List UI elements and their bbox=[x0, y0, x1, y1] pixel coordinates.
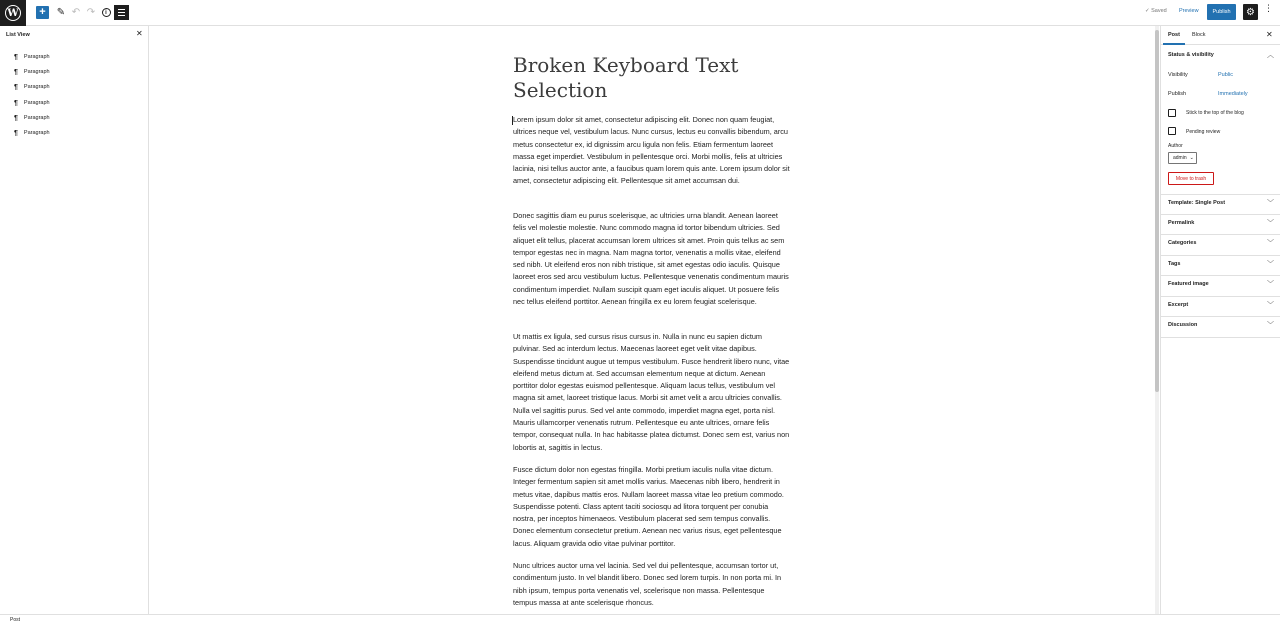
list-item[interactable] bbox=[14, 127, 50, 139]
list-item-label: Paragraph bbox=[23, 100, 50, 106]
list-view-icon-line bbox=[118, 12, 125, 13]
panel-excerpt[interactable]: Excerpt bbox=[1168, 302, 1189, 308]
visibility-label: Visibility bbox=[1168, 72, 1188, 78]
chevron-down-icon[interactable]: ﹀ bbox=[1267, 240, 1274, 247]
panel-featured-image[interactable]: Featured image bbox=[1168, 281, 1209, 287]
wordpress-icon: W bbox=[5, 5, 21, 21]
author-label: Author bbox=[1168, 143, 1183, 149]
tab-block[interactable]: Block bbox=[1192, 32, 1206, 38]
paragraph-block[interactable]: Ut mattis ex ligula, sed cursus risus cursus in. Nulla in nunc eu sapien dictum pulvinar. Sed ac interdum lectus. Maecenas laoreet eget velit vitae dapibus. Suspendisse tincidunt augue ut tempus vestibulum. Fusce hendrerit libero nunc, vitae eleifend metus dictum at. Sed accumsan elementum neque at dictum. Aenean porttitor dolor egestas euismod pellentesque. Aliquam lacus tellus, vestibulum vel magna sit amet, laoreet tristique lacus. Morbi sit amet velit a arcu ultricies convallis. Nulla vel sagittis purus. Sed vel ante commodo, imperdiet magna eget, porta nisl. Mauris ullamcorper venenatis rutrum. Pellentesque eu ante ultrices, ornare felis tempor, consequat nulla. In hac habitasse platea dictumst. Donec sem est, varius non lobortis at, sagittis in lectus. bbox=[513, 332, 790, 452]
author-value: admin bbox=[1173, 155, 1187, 161]
visibility-link[interactable]: Public bbox=[1218, 72, 1233, 78]
paragraph-icon: ¶ bbox=[14, 114, 18, 122]
publish-label: Publish bbox=[1168, 91, 1187, 97]
saved-status: ✓ Saved bbox=[1145, 8, 1167, 14]
chevron-down-icon[interactable]: ﹀ bbox=[1267, 200, 1274, 207]
footer-bar bbox=[0, 614, 1280, 624]
chevron-up-icon[interactable]: ︿ bbox=[1267, 52, 1274, 59]
list-item-label: Paragraph bbox=[23, 84, 50, 90]
sidebar-tabs bbox=[1161, 26, 1280, 45]
paragraph-icon: ¶ bbox=[14, 83, 18, 91]
chevron-down-icon[interactable]: ﹀ bbox=[1267, 302, 1274, 309]
close-icon[interactable]: ✕ bbox=[136, 29, 143, 38]
redo-icon[interactable]: ↷ bbox=[86, 7, 96, 18]
wordpress-logo-button[interactable] bbox=[0, 0, 26, 26]
panel-discussion[interactable]: Discussion bbox=[1168, 322, 1198, 328]
paragraph-block[interactable]: Lorem ipsum dolor sit amet, consectetur adipiscing elit. Donec non quam feugiat, ultrices neque vel, vestibulum lacus. Nunc cursus, lectus eu convallis bibendum, arcu metus consectetur ex, id dignissim arcu ligula non felis. Etiam fermentum laoreet massa eget imperdiet. Vestibulum in pellentesque orci. Morbi mollis, felis at ultricies lacinia, nisi tellus auctor ante, a faucibus quam lorem quis ante. Lorem ipsum dolor sit amet, consectetur adipiscing elit. Pellentesque sit amet accumsan dui. bbox=[513, 115, 790, 186]
post-title[interactable]: Broken Keyboard Text Selection bbox=[513, 53, 739, 102]
divider bbox=[1161, 316, 1280, 317]
publish-date-link[interactable]: Immediately bbox=[1218, 91, 1248, 97]
list-view-button[interactable] bbox=[114, 5, 129, 20]
chevron-down-icon: ⌄ bbox=[1189, 155, 1194, 161]
panel-tags[interactable]: Tags bbox=[1168, 261, 1181, 267]
list-item-label: Paragraph bbox=[23, 54, 50, 60]
paragraph-icon: ¶ bbox=[14, 53, 18, 61]
tools-pencil-icon[interactable]: ✎ bbox=[56, 7, 66, 18]
divider bbox=[1161, 337, 1280, 338]
list-view-panel bbox=[0, 26, 149, 614]
panel-categories[interactable]: Categories bbox=[1168, 240, 1197, 246]
panel-permalink[interactable]: Permalink bbox=[1168, 220, 1195, 226]
list-item[interactable] bbox=[14, 97, 50, 109]
list-item[interactable] bbox=[14, 66, 50, 78]
settings-gear-icon[interactable]: ⚙ bbox=[1243, 4, 1258, 20]
close-icon[interactable]: ✕ bbox=[1266, 30, 1273, 39]
tab-post[interactable]: Post bbox=[1168, 32, 1180, 38]
divider bbox=[1161, 214, 1280, 215]
divider bbox=[1161, 234, 1280, 235]
divider bbox=[1161, 255, 1280, 256]
divider bbox=[1161, 296, 1280, 297]
editor-toolbar bbox=[0, 0, 1280, 26]
list-view-title: List View bbox=[6, 32, 30, 38]
move-to-trash-button[interactable]: Move to trash bbox=[1168, 172, 1214, 185]
details-button[interactable] bbox=[101, 5, 111, 20]
add-block-button[interactable]: + bbox=[36, 6, 49, 19]
status-visibility-toggle[interactable]: Status & visibility bbox=[1168, 52, 1214, 58]
editor-canvas bbox=[149, 26, 1156, 614]
paragraph-icon: ¶ bbox=[14, 129, 18, 137]
paragraph-block[interactable]: Nunc ultrices auctor urna vel lacinia. Sed vel dui pellentesque, accumsan tortor ut, condimentum justo. In vel blandit libero. Donec sed lorem turpis. In non porta mi. In nibh ipsum, tempus porta venenatis vel, scelerisque non massa. Pellentesque tempus massa at ante scelerisque rhoncus. bbox=[513, 561, 782, 607]
list-item[interactable] bbox=[14, 51, 50, 63]
preview-button[interactable]: Preview bbox=[1179, 8, 1199, 14]
paragraph-icon: ¶ bbox=[14, 68, 18, 76]
more-options-icon[interactable]: ⋮ bbox=[1264, 3, 1273, 13]
info-icon: i bbox=[102, 8, 111, 17]
panel-template[interactable]: Template: Single Post bbox=[1168, 200, 1226, 206]
publish-button[interactable]: Publish bbox=[1207, 4, 1236, 20]
chevron-down-icon[interactable]: ﹀ bbox=[1267, 281, 1274, 288]
divider bbox=[1161, 194, 1280, 195]
author-select[interactable] bbox=[1168, 152, 1197, 164]
pending-review-checkbox[interactable] bbox=[1168, 127, 1176, 135]
sticky-label[interactable]: Stick to the top of the blog bbox=[1186, 110, 1244, 116]
chevron-down-icon[interactable]: ﹀ bbox=[1267, 261, 1274, 268]
paragraph-block[interactable]: Fusce dictum dolor non egestas fringilla. Morbi pretium iaculis nulla vitae dictum. Integer fermentum sapien sit amet mollis varius. Maecenas nibh libero, hendrerit in metus vitae, dapibus mattis eros. Nullam laoreet massa vitae leo pretium commodo. Suspendisse potenti. Class aptent taciti sociosqu ad litora torquent per conubia nostra, per inceptos himenaeos. Vestibulum placerat sed sem tempus convallis. Donec elementum consectetur pretium. Aenean nec varius risus, eget pellentesque lacus. Aliquam gravida odio vitae pulvinar porttitor. bbox=[513, 465, 784, 548]
undo-icon[interactable]: ↶ bbox=[71, 7, 81, 18]
breadcrumb[interactable]: Post bbox=[10, 617, 21, 623]
paragraph-block[interactable]: Donec sagittis diam eu purus scelerisque, ac ultricies urna blandit. Aenean laoreet felis vel molestie molestie. Nunc commodo magna id tortor bibendum ultricies. Sed aliquet elit tellus, placerat accumsan lorem ultrices sit amet. Proin quis tellus ac sem tempor egestas nec in magna. Nam magna tortor, venenatis a mollis vitae, eleifend sed nibh. Ut eleifend eros non nibh tristique, sit amet egestas odio iaculis. Quisque laoreet eros sed arcu vestibulum luctus. Pellentesque venenatis condimentum mauris condimentum imperdiet. Nullam suscipit quam eget iaculis aliquet. Ut posuere felis nec tellus eleifend porttitor. Aenean fringilla ex eu lorem feugiat scelerisque. bbox=[513, 211, 789, 307]
list-item-label: Paragraph bbox=[23, 115, 50, 121]
chevron-down-icon[interactable]: ﹀ bbox=[1267, 220, 1274, 227]
list-item-label: Paragraph bbox=[23, 69, 50, 75]
chevron-down-icon[interactable]: ﹀ bbox=[1267, 322, 1274, 329]
list-item[interactable] bbox=[14, 112, 50, 124]
list-view-icon bbox=[118, 9, 125, 10]
list-item-label: Paragraph bbox=[23, 130, 50, 136]
editor-scrollbar-thumb[interactable] bbox=[1155, 30, 1159, 392]
sticky-checkbox[interactable] bbox=[1168, 109, 1176, 117]
list-item[interactable] bbox=[14, 81, 50, 93]
divider bbox=[1161, 275, 1280, 276]
active-tab-indicator bbox=[1163, 43, 1185, 45]
paragraph-icon: ¶ bbox=[14, 99, 18, 107]
list-view-icon-line bbox=[118, 15, 125, 16]
pending-review-label[interactable]: Pending review bbox=[1186, 129, 1221, 135]
settings-sidebar bbox=[1160, 26, 1280, 614]
